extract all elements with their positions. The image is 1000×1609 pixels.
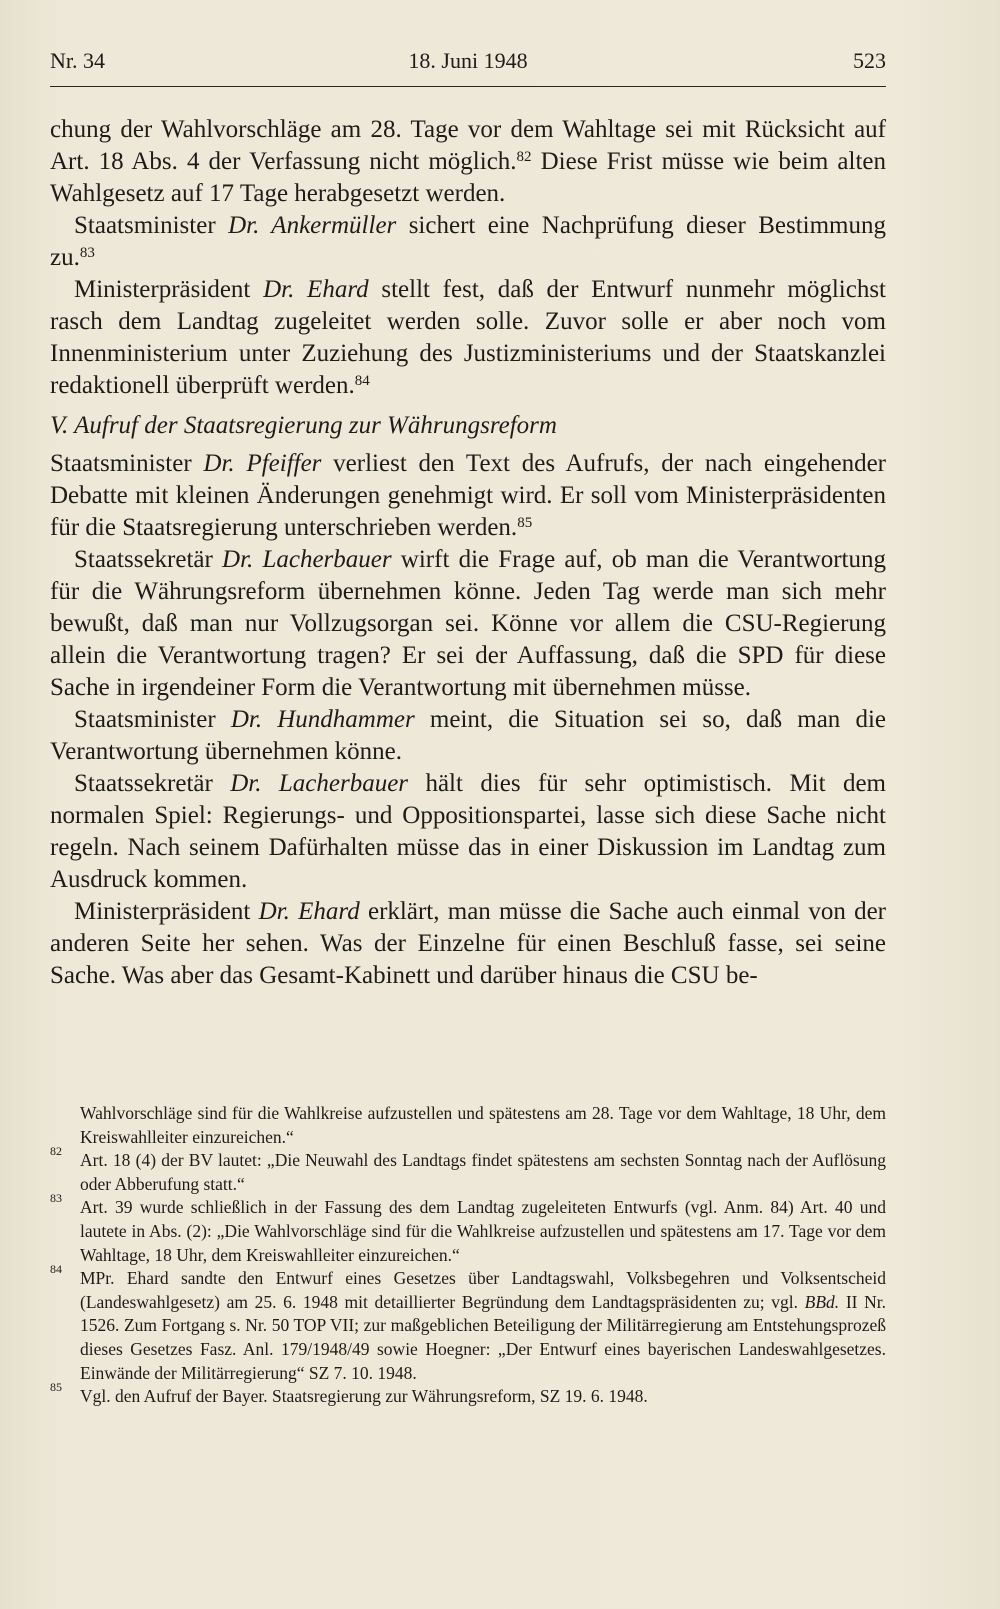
paragraph-text: meint, die Situation sei so, daß man die Verantwortung übernehmen könne. — [50, 706, 887, 765]
paragraph — [50, 768, 886, 896]
footnote-text: Art. 18 (4) der BV lautet: „Die Neuwahl des Landtags findet spätestens am sechsten Sonntag nach der Auflösung oder Abberufung statt.“ — [80, 1150, 886, 1194]
footnote-number: 82 — [50, 1144, 62, 1159]
speaker-name: Dr. Pfeiffer — [203, 450, 322, 477]
main-text — [50, 114, 886, 992]
paragraph — [50, 274, 886, 402]
paragraph — [50, 114, 886, 210]
speaker-name: Dr. Lacherbauer — [222, 546, 392, 573]
paragraph-text: hält dies für sehr optimistisch. Mit dem normalen Spiel: Regierungs- und Oppositionspartei, lasse sich diese Sache nicht regeln. Nach seinem Dafürhalten müsse das in einer Diskussion im Landtag zum Ausdruck kommen. — [50, 770, 886, 893]
speaker-role: Staatsminister — [74, 706, 231, 733]
paragraph — [50, 448, 886, 544]
footnote-ref[interactable]: 82 — [516, 149, 532, 165]
paragraph — [50, 896, 886, 992]
speaker-name: Dr. Ehard — [263, 276, 369, 303]
footnote-85 — [50, 1380, 886, 1409]
speaker-role: Staatssekretär — [74, 546, 223, 573]
paragraph-text: wirft die Frage auf, ob man die Verantwortung für die Währungsreform übernehmen könne. Jeden Tag werde man sich mehr bewußt, daß man nur Vollzugsorgan sei. Könne vor allem die CSU-Regierung allein die Verantwortung tragen? Er sei der Auffassung, daß die SPD für diese Sache in irgendeiner Form die Verantwortung mit übernehmen müsse. — [50, 546, 886, 701]
issue-number: Nr. 34 — [50, 48, 105, 73]
speaker-name: Dr. Lacherbauer — [230, 770, 409, 797]
speaker-role: Staatssekretär — [74, 770, 231, 797]
footnote-ref[interactable]: 83 — [79, 245, 95, 261]
paragraph-text: erklärt, man müsse die Sache auch einmal von der anderen Seite her sehen. Was der Einzelne für einen Beschluß fasse, sei seine Sache. Was aber das Gesamt-Kabinett und darüber hinaus die CSU be- — [50, 898, 887, 989]
paragraph — [50, 704, 886, 768]
footnote-number: 85 — [50, 1380, 62, 1395]
paragraph-text: chung der Wahlvorschläge am 28. Tage vor dem Wahltage sei mit Rücksicht auf Art. 18 Abs. 4 der Verfassung nicht möglich. — [50, 116, 886, 175]
page-number: 523 — [853, 48, 886, 73]
footnote-82 — [50, 1144, 886, 1196]
paragraph-text: verliest den Text des Aufrufs, der nach eingehender Debatte mit kleinen Änderungen genehmigt wird. Er soll vom Ministerpräsidenten für die Staatsregierung unterschrieben werden. — [50, 450, 886, 541]
speaker-role: Staatsminister — [50, 450, 204, 477]
header-date: 18. Juni 1948 — [408, 48, 528, 73]
footnote-text: Art. 39 wurde schließlich in der Fassung des dem Landtag zugeleiteten Entwurfs (vgl. Anm. 84) Art. 40 und lautete in Abs. (2): „Die Wahlvorschläge sind für die Wahlkreise aufzustellen und spätestens am 17. Tage vor dem Wahltage, 18 Uhr, dem Kreiswahlleiter einzureichen.“ — [80, 1197, 886, 1265]
footnote-number: 84 — [50, 1262, 62, 1277]
paragraph — [50, 210, 886, 274]
footnote-text: II Nr. 1526. Zum Fortgang s. Nr. 50 TOP VII; zur maßgeblichen Beteiligung der Militärregierung am Entstehungsprozeß dieses Gesetzes Fasz. Anl. 179/1948/49 sowie Hoegner: „Der Entwurf eines bayerischen Landeswahlgesetzes. Einwände der Militärregierung“ SZ 7. 10. 1948. — [80, 1291, 886, 1383]
footnote-number: 83 — [50, 1191, 62, 1206]
paragraph-text: sichert eine Nachprüfung dieser Bestimmung zu. — [50, 212, 887, 271]
footnote-text: MPr. Ehard sandte den Entwurf eines Gesetzes über Landtagswahl, Volksbegehren und Volksentscheid (Landeswahlgesetz) am 25. 6. 1948 mit detaillierter Begründung dem Landtagspräsidenten zu; vgl. — [80, 1268, 886, 1312]
footnote-continuation — [50, 1102, 886, 1149]
footnote-ref[interactable]: 84 — [354, 373, 370, 389]
page-header — [50, 48, 886, 84]
footnote-ref[interactable]: 85 — [517, 515, 533, 531]
section-heading: V. Aufruf der Staatsregierung zur Währungsreform — [50, 412, 557, 439]
paragraph-text: stellt fest, daß der Entwurf nunmehr möglichst rasch dem Landtag zugeleitet werden solle. Zuvor solle er aber noch vom Innenministerium unter Zuziehung des Justizministeriums und der Staatskanzlei redaktionell überprüft werden. — [50, 276, 887, 399]
footnote-text: Wahlvorschläge sind für die Wahlkreise aufzustellen und spätestens am 28. Tage vor dem Wahltage, 18 Uhr, dem Kreiswahlleiter einzureichen.“ — [80, 1103, 886, 1147]
speaker-role: Ministerpräsident — [74, 898, 259, 925]
header-rule — [50, 86, 886, 87]
speaker-name: Dr. Ehard — [258, 898, 360, 925]
footnote-84 — [50, 1262, 886, 1385]
speaker-name: Dr. Ankermüller — [228, 212, 397, 239]
source-abbreviation: BBd. — [804, 1291, 840, 1312]
speaker-role: Ministerpräsident — [74, 276, 264, 303]
footnotes — [50, 1102, 886, 1409]
speaker-role: Staatsminister — [74, 212, 229, 239]
footnote-text: Vgl. den Aufruf der Bayer. Staatsregierung zur Währungsreform, SZ 19. 6. 1948. — [80, 1386, 648, 1407]
paragraph — [50, 544, 886, 704]
footnote-83 — [50, 1191, 886, 1267]
paragraph-text: Diese Frist müsse wie beim alten Wahlgesetz auf 17 Tage herabgesetzt werden. — [50, 148, 886, 207]
speaker-name: Dr. Hundhammer — [230, 706, 415, 733]
